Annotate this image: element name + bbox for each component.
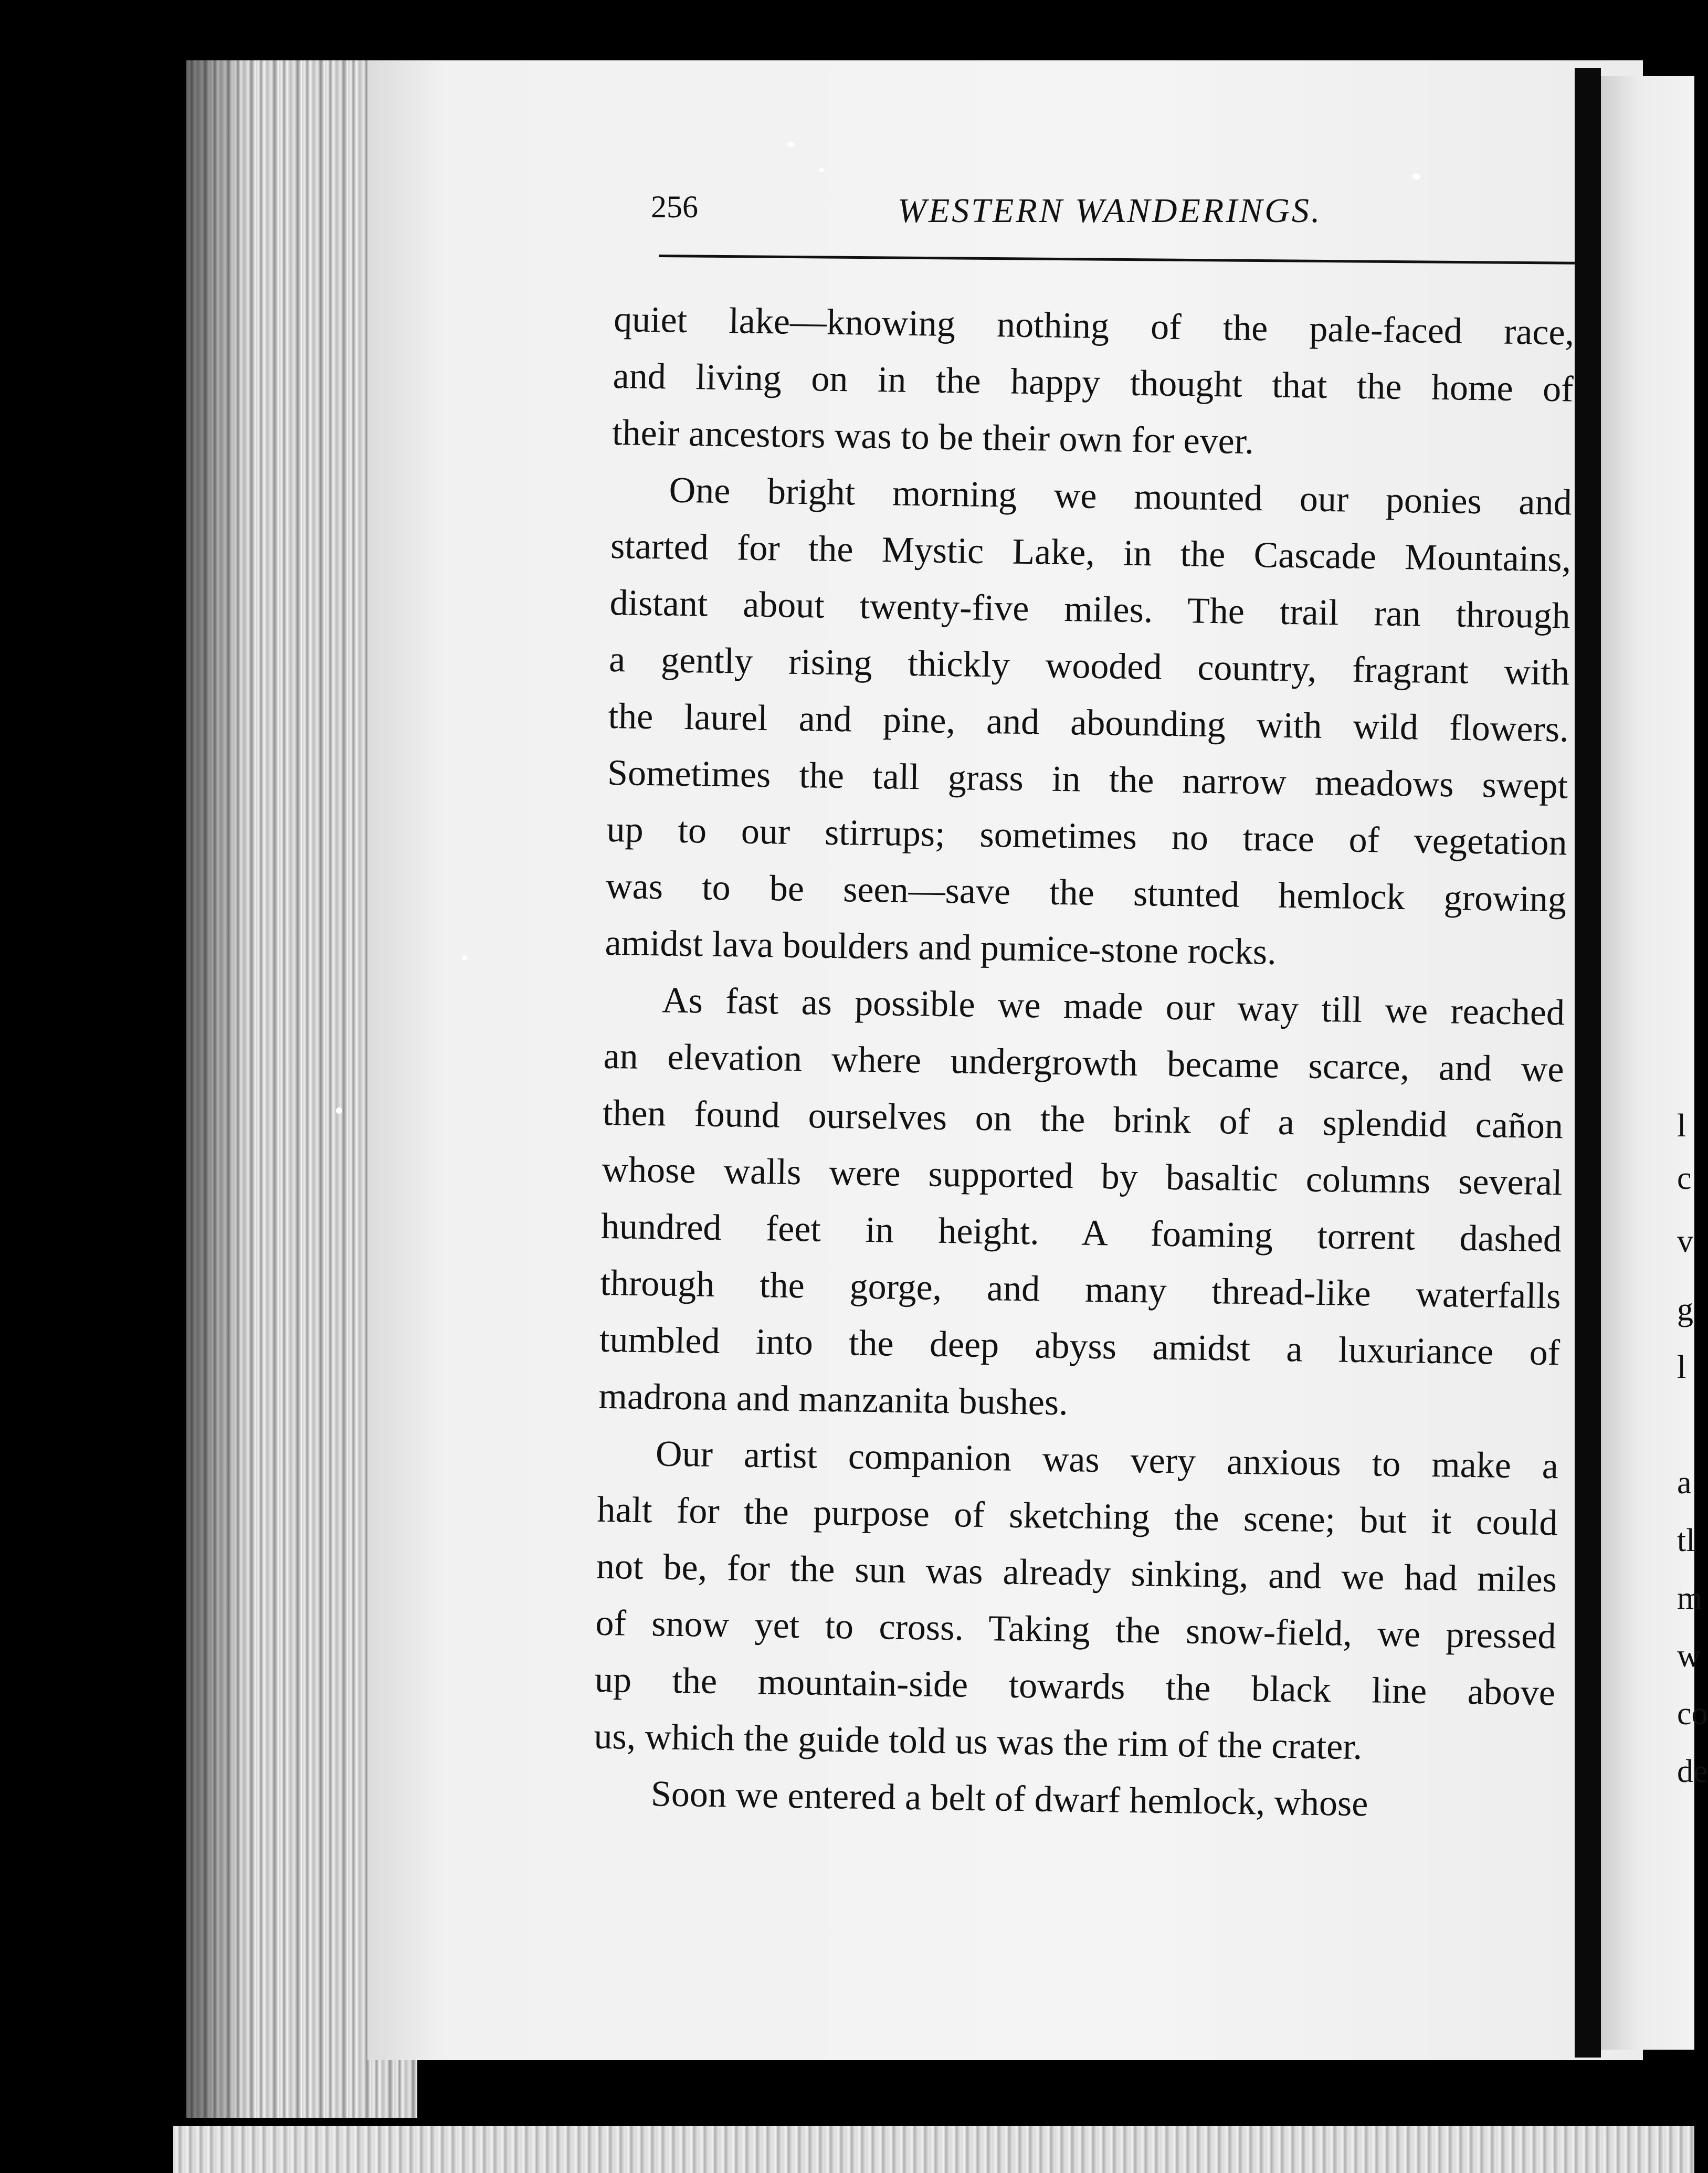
text-line: a gently rising thickly wooded country, fragrant with — [608, 639, 1570, 693]
facing-page-letter: m — [1677, 1580, 1703, 1616]
text-line: the laurel and pine, and abounding with wild flowers. — [608, 695, 1569, 750]
facing-page-letter: c — [1677, 1161, 1692, 1196]
text-line: of snow yet to cross. Taking the snow-field, we pressed — [595, 1602, 1556, 1657]
text-line: Our artist companion was very anxious to make a — [655, 1433, 1559, 1487]
facing-page-letter: tl — [1677, 1523, 1695, 1558]
book-gutter — [1575, 68, 1601, 2058]
text-line: quiet lake—knowing nothing of the pale-faced race, — [613, 299, 1575, 353]
text-line: up the mountain-side towards the black line above — [594, 1659, 1556, 1714]
dust-speck — [1412, 173, 1420, 180]
facing-page-letter: v — [1677, 1223, 1693, 1259]
text-line: distant about twenty-five miles. The trail ran through — [609, 582, 1571, 637]
dust-speck — [787, 142, 795, 147]
text-line: their ancestors was to be their own for ever. — [611, 412, 1254, 462]
body-text — [593, 291, 1575, 1835]
paragraph — [605, 461, 1572, 985]
dust-speck — [462, 955, 467, 961]
text-line: was to be seen—save the stunted hemlock growing — [605, 866, 1567, 920]
text-line: through the gorge, and many thread-like waterfalls — [600, 1262, 1561, 1317]
text-line: an elevation where undergrowth became scarce, and we — [603, 1036, 1565, 1090]
text-line: then found ourselves on the brink of a splendid cañon — [602, 1092, 1564, 1147]
facing-page-letter: w — [1677, 1638, 1701, 1674]
text-line: started for the Mystic Lake, in the Cascade Mountains, — [610, 525, 1572, 580]
page-number: 256 — [651, 189, 698, 224]
text-line: As fast as possible we made our way till we reached — [661, 980, 1565, 1033]
text-line: us, which the guide told us was the rim of the crater. — [594, 1716, 1363, 1768]
facing-page-letter: l — [1677, 1349, 1686, 1385]
text-line: Soon we entered a belt of dwarf hemlock, whose — [650, 1774, 1368, 1824]
paragraph — [611, 291, 1574, 475]
text-line: not be, for the sun was already sinking, and we had miles — [596, 1546, 1557, 1600]
paragraph — [598, 972, 1565, 1438]
text-line: hundred feet in height. A foaming torrent dashed — [600, 1206, 1562, 1260]
facing-page-letter: co — [1677, 1696, 1708, 1732]
facing-page-letter: de — [1677, 1754, 1708, 1789]
facing-page-letter: l — [1677, 1108, 1686, 1144]
text-line: halt for the purpose of sketching the scene; but it could — [597, 1489, 1558, 1544]
text-line: madrona and manzanita bushes. — [598, 1376, 1069, 1423]
text-line: amidst lava boulders and pumice-stone rocks. — [605, 922, 1277, 973]
paragraph — [594, 1425, 1559, 1778]
facing-page-letter: a — [1677, 1465, 1692, 1501]
text-line: and living on in the happy thought that the home of — [613, 355, 1574, 410]
page-edge-shadow — [186, 60, 249, 2118]
facing-page-letter: g — [1677, 1292, 1693, 1327]
text-line: Sometimes the tall grass in the narrow meadows swept — [607, 752, 1568, 807]
bottom-page-edges — [173, 2126, 1694, 2173]
running-title: WESTERN WANDERINGS. — [898, 192, 1322, 230]
text-line: up to our stirrups; sometimes no trace of vegetation — [606, 809, 1568, 863]
text-line: One bright morning we mounted our ponies and — [669, 470, 1573, 523]
page-header — [651, 178, 1349, 241]
dust-speck — [819, 168, 824, 172]
text-line: tumbled into the deep abyss amidst a luxuriance of — [599, 1319, 1561, 1374]
text-line: whose walls were supported by basaltic columns several — [602, 1149, 1563, 1204]
dust-speck — [336, 1107, 342, 1114]
